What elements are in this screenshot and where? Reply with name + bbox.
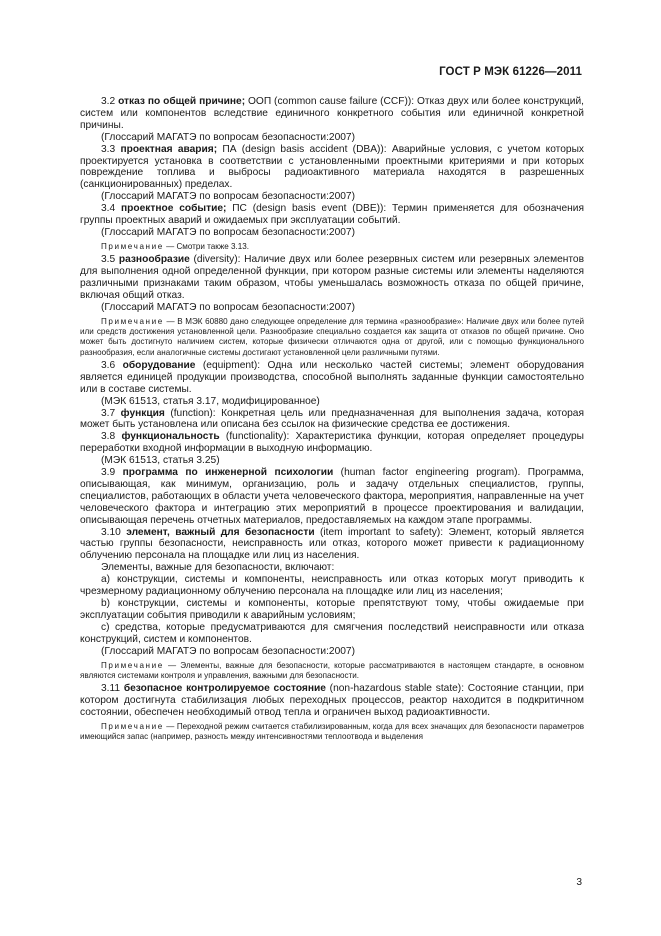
note-label: Примечание: [101, 660, 164, 670]
note-label: Примечание: [101, 721, 164, 731]
entry-3-7: [80, 408, 584, 432]
entry-term: программа по инженерной психологии: [122, 467, 334, 479]
entry-number: 3.4: [101, 203, 116, 215]
entry-number: 3.5: [101, 254, 116, 266]
entry-term: оборудование: [122, 359, 196, 371]
note-text: — Элементы, важные для безопасности, которые рассматриваются в настоящем стандарте, в основном являются системами контроля и управления, важными для безопасности.: [80, 660, 584, 680]
entry-term: функциональность: [121, 431, 220, 443]
entry-number: 3.8: [101, 431, 116, 443]
entry-term: безопасное контролируемое состояние: [123, 683, 326, 695]
note-text: — Смотри также 3.13.: [163, 241, 249, 251]
page-body: [80, 96, 584, 744]
entry-term: проектная авария;: [120, 143, 218, 155]
entry-term: функция: [120, 407, 165, 419]
entry-definition: (human factor engineering program). Программа, описывающая, как минимум, организацию, роль и задачу отдельных специалистов, группы, специалистов, работающих в области учета человеческого фактора, мероприятия, направленные на учет человеческого фактора и интеграцию этих мероприятий в процессе проектирования и валидации, описывающая перечень отчетных материалов, предоставляемых на каждом этапе программы.: [80, 467, 584, 526]
note-text: — В МЭК 60880 дано следующее определение для термина «разнообразие»: Наличие двух или более путей или средств достижения установленной цели. Разнообразие специально создается как защита от отказов по общей причине. Оно может быть достигнуто наличием систем, которые физически отличаются одна от другой, или с помощью функционального разнообразия, если аналогичные системы достигают установленной цели различными путями.: [80, 316, 584, 357]
entry-number: 3.3: [101, 143, 116, 155]
entry-3-10: [80, 527, 584, 563]
entry-3-8: [80, 431, 584, 455]
entry-3-5: [80, 254, 584, 302]
entry-definition: (function): Конкретная цель или предназначенная для выполнения задача, которая может быть установлена или описана без ссылок на физические средства ее достижения.: [80, 407, 584, 431]
entry-term: разнообразие: [118, 254, 190, 266]
entry-definition: (equipment): Одна или несколько частей системы; элемент оборудования является единицей продукции производства, способной выполнять заданные функции самостоятельно или в составе системы.: [80, 359, 584, 395]
entry-3-6: [80, 360, 584, 396]
entry-definition: ПС (design basis event (DBE)): Термин применяется для обозначения группы проектных аварий и ожидаемых при эксплуатации событий.: [80, 203, 584, 227]
entry-number: 3.6: [101, 359, 116, 371]
entry-term: проектное событие;: [121, 203, 227, 215]
entry-definition: (diversity): Наличие двух или более резервных систем или резервных элементов для выполнения одной определенной функции, при котором разные системы или элементы наделяются различными признаками таким образом, чтобы уменьшалась возможность отказа по общей причине, включая общий отказ.: [80, 254, 584, 301]
page-number: 3: [576, 877, 582, 888]
list-intro: Элементы, важные для безопасности, включают:: [101, 562, 335, 574]
entry-note: [80, 722, 584, 743]
document-header: ГОСТ Р МЭК 61226—2011: [439, 66, 582, 78]
entry-source: (Глоссарий МАГАТЭ по вопросам безопасности:2007): [101, 191, 355, 203]
entry-source: (МЭК 61513, статья 3.25): [101, 455, 220, 467]
note-label: Примечание: [101, 241, 164, 251]
entry-note: [80, 317, 584, 358]
entry-definition: ПА (design basis accident (DBA)): Аварийные условия, с учетом которых проектируется установка в соответствии с установленными проектными критериями и при которых повреждение топлива и выбросы радиоактивного материала находятся в разрешенных (санкционированных) пределах.: [80, 143, 584, 191]
entry-3-4: [80, 203, 584, 227]
entry-number: 3.11: [101, 683, 121, 695]
entry-number: 3.9: [101, 467, 116, 479]
list-item-c: c) средства, которые предусматриваются для смягчения последствий неисправности или отказа конструкций, систем и компонентов.: [80, 621, 584, 645]
entry-3-9: [80, 467, 584, 527]
entry-source: (Глоссарий МАГАТЭ по вопросам безопасности:2007): [101, 131, 355, 143]
entry-note: [80, 661, 584, 682]
entry-source: (Глоссарий МАГАТЭ по вопросам безопасности:2007): [101, 226, 355, 238]
entry-3-2: [80, 96, 584, 132]
list-item-b: b) конструкции, системы и компоненты, которые препятствуют тому, чтобы ожидаемые при эксплуатации события приводили к аварийным условиям;: [80, 598, 584, 621]
entry-definition: (non-hazardous stable state): Состояние станции, при котором достигнута стабилизация любых переходных процессов, реактор находится в подкритичном состоянии, обеспечен необходимый отвод тепла и ограничен выход радиоактивности.: [80, 683, 584, 718]
entry-source: (Глоссарий МАГАТЭ по вопросам безопасности:2007): [101, 645, 355, 657]
entry-definition: (functionality): Характеристика функции, которая определяет процедуры переработки входной информации в выходную информацию.: [80, 431, 584, 455]
note-label: Примечание: [101, 316, 164, 326]
entry-definition: (item important to safety): Элемент, который является частью группы безопасности, неисправность или отказ, которого может привести к радиационному облучению персонала на площадке или лиц из населения.: [80, 526, 584, 562]
entry-source: (МЭК 61513, статья 3.17, модифицированное): [101, 395, 320, 407]
entry-term: элемент, важный для безопасности: [126, 526, 315, 538]
note-text: — Переходной режим считается стабилизированным, когда для всех значащих для безопасности параметров имеющийся запас (например, разность между интенсивностями теплоотвода и выделения: [80, 721, 584, 742]
entry-number: 3.10: [101, 526, 121, 538]
entry-source: (Глоссарий МАГАТЭ по вопросам безопасности:2007): [101, 301, 355, 313]
entry-definition: ООП (common cause failure (CCF)): Отказ двух или более конструкций, систем или компонентов вследствие единичного конкретного события или единичной конкретной причины.: [80, 96, 584, 131]
entry-term: отказ по общей причине;: [118, 96, 246, 107]
entry-number: 3.2: [101, 96, 116, 107]
list-item-a: а) конструкции, системы и компоненты, неисправность или отказ которых могут приводить к чрезмерному радиационному облучению персонала на площадке или лиц из населения;: [80, 574, 584, 598]
entry-note: [80, 242, 584, 252]
entry-number: 3.7: [101, 407, 116, 419]
entry-3-3: [80, 144, 584, 192]
entry-3-11: [80, 683, 584, 719]
